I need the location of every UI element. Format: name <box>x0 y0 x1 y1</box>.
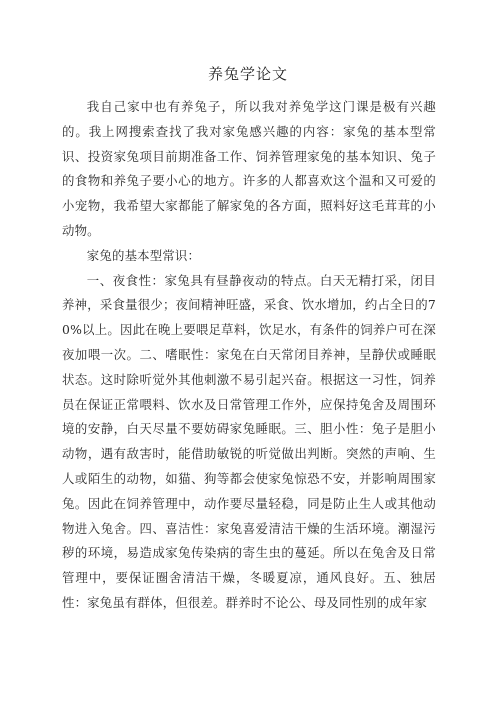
document-title: 养兔学论文 <box>207 65 288 83</box>
section-heading: 家兔的基本型常识： <box>86 247 201 263</box>
habits-paragraph: 一、夜食性：家兔具有昼静夜动的特点。白天无精打采，闭目养神，采食量很少；夜间精神旺盛，采食、饮水增加，约占全日的70%以上。因此在晚上要喂足草料，饮足水，有条件的饲养户可在深夜加喂一次。二、嗜眠性：家兔在白天常闭目养神，呈静伏或睡眠状态。这时除听觉外其他刺激不易引起兴奋。根据这一习性，饲养员在保证正常喂料、饮水及日常管理工作外，应保持兔舍及周围环境的安静，白天尽量不要妨碍家兔睡眠。三、胆小性：兔子是胆小动物，遇有敌害时，能借助敏锐的听觉做出判断。突然的声响、生人或陌生的动物，如猫、狗等都会使家兔惊恐不安，并影响周围家兔。因此在饲养管理中，动作要尽量轻稳，同是防止生人或其他动物进入兔舍。四、喜洁性：家兔喜爱清洁干燥的生活环境。潮湿污秽的环境，易造成家兔传染病的寄生虫的蔓延。所以在兔舍及日常管理中，要保证圈舍清洁干燥，冬暖夏凉，通风良好。五、独居性：家兔虽有群体，但很差。群养时不论公、母及同性别的成年家 <box>62 272 436 610</box>
intro-paragraph: 我自己家中也有养兔子，所以我对养兔学这门课是极有兴趣的。我上网搜索查找了我对家兔感兴趣的内容：家兔的基本型常识、投资家兔项目前期准备工作、饲养管理家兔的基本知识、兔子的食物和养兔子要小心的地方。许多的人都喜欢这个温和又可爱的小宠物，我希望大家都能了解家兔的各方面，照料好这毛茸茸的小动物。 <box>62 99 436 238</box>
document-body <box>62 95 436 616</box>
